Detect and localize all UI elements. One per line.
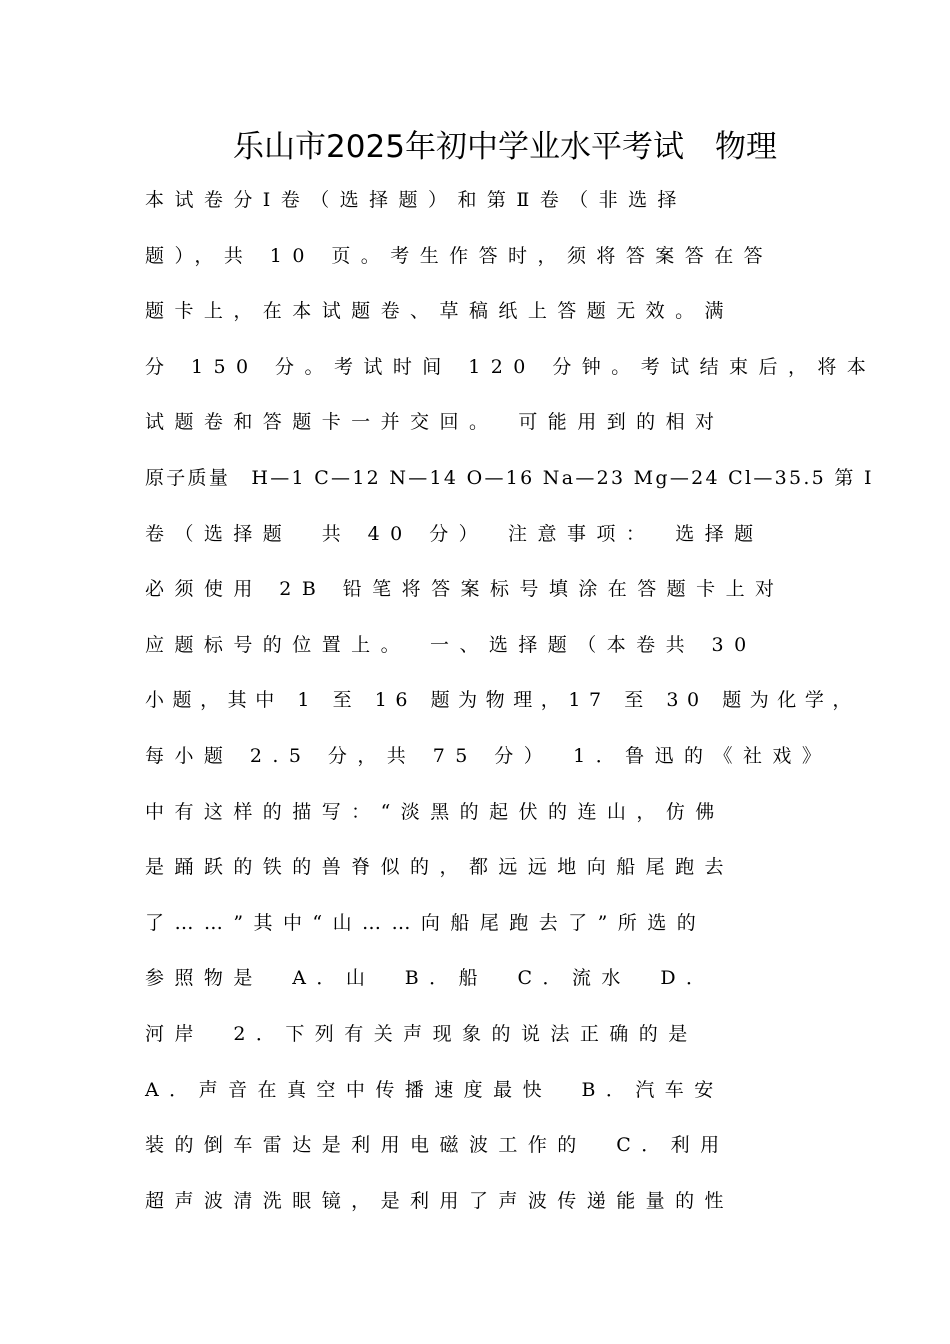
text-line: 本试卷分Ⅰ卷（选择题）和第Ⅱ卷（非选择 <box>145 189 687 211</box>
text-line: 原子质量 H—1 C—12 N—14 O—16 Na—23 Mg—24 Cl—35.5 第 Ⅰ <box>145 466 874 489</box>
text-line: 分 150 分。考试时间 120 分钟。考试结束后，将本 <box>145 355 877 378</box>
text-line: 试题卷和答题卡一并交回。 可能用到的相对 <box>145 411 725 434</box>
text-line: 是踊跃的铁的兽脊似的，都远远地向船尾跑去 <box>145 856 735 879</box>
text-line: 河岸 2．下列有关声现象的说法正确的是 <box>145 1022 698 1045</box>
text-line: 装的倒车雷达是利用电磁波工作的 C．利用 <box>145 1134 730 1157</box>
text-line: A．声音在真空中传播速度最快 B．汽车安 <box>145 1078 724 1101</box>
page-title: 乐山市2025年初中学业水平考试 物理 <box>233 129 777 165</box>
text-line: 每小题 2.5 分，共 75 分） 1．鲁迅的《社戏》 <box>145 744 832 767</box>
body-text <box>145 176 877 1232</box>
text-line: 题卡上，在本试题卷、草稿纸上答题无效。满 <box>145 300 735 323</box>
text-line: 参照物是 A．山 B．船 C．流水 D． <box>145 967 716 990</box>
text-line: 小题，其中 1 至 16 题为物理，17 至 30 题为化学， <box>145 689 860 712</box>
text-line: 中有这样的描写：“淡黑的起伏的连山，仿佛 <box>145 800 725 823</box>
text-line: 应题标号的位置上。 一、选择题（本卷共 30 <box>145 633 757 656</box>
text-line: 题），共 10 页。考生作答时，须将答案答在答 <box>145 244 774 267</box>
text-line: 卷（选择题 共 40 分） 注意事项： 选择题 <box>145 522 764 545</box>
text-line: 超声波清洗眼镜，是利用了声波传递能量的性 <box>145 1189 735 1212</box>
text-line: 必须使用 2B 铅笔将答案标号填涂在答题卡上对 <box>145 578 785 601</box>
text-line: 了……”其中“山……向船尾跑去了”所选的 <box>145 911 707 934</box>
